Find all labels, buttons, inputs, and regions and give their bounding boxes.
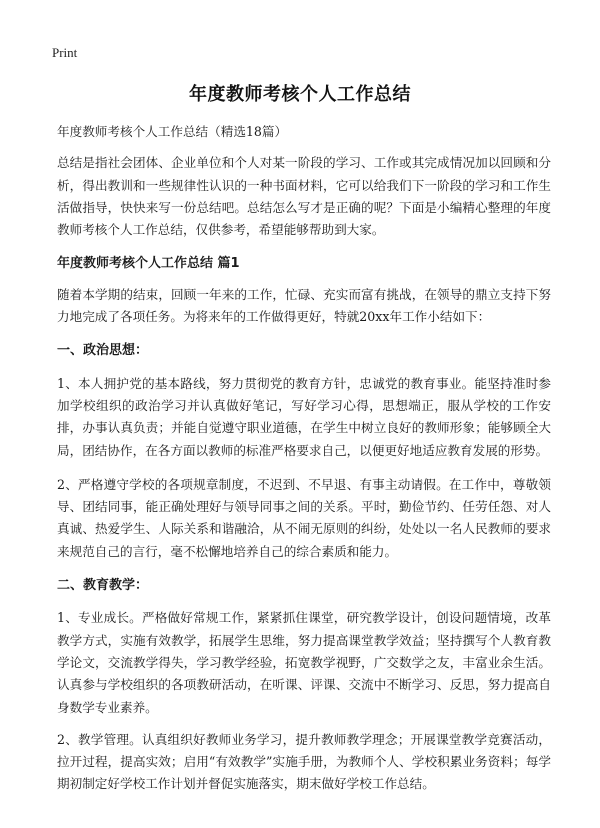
section-heading-teaching: 二、教育教学：: [57, 578, 149, 594]
intro-paragraph: 总结是指社会团体、企业单位和个人对某一阶段的学习、工作或其完成情况加以回顾和分析，得出教训和一些规律性认识的一种书面材料，它可以给我们下一阶段的学习和工作生活做指导，快快来写一份总结吧。总结怎么写才是正确的呢？下面是小编精心整理的年度教师考核个人工作总结，仅供参考，希望能够帮助到大家。: [57, 155, 551, 238]
document-body: [57, 121, 551, 806]
article-heading: 年度教师考核个人工作总结 篇1: [57, 256, 240, 272]
politics-paragraph-2: 2、严格遵守学校的各项规章制度，不迟到、不早退、有事主动请假。在工作中，尊敬领导、团结同事，能正确处理好与领导同事之间的关系。平时，勤俭节约、任劳任怨、对人真诚、热爱学生、人际关系和谐融洽，从不闹无原则的纠纷，处处以一名人民教师的要求来规范自己的言行，毫不松懈地培养自己的综合素质和能力。: [57, 476, 551, 559]
teaching-paragraph-1: 1、专业成长。严格做好常规工作，紧紧抓住课堂，研究教学设计，创设问题情境，改革教学方式，实施有效教学，拓展学生思维，努力提高课堂教学效益；坚持撰写个人教育教学论文，交流教学得失，学习教学经验，拓宽教学视野，广交数学之友，丰富业余生活。认真参与学校组织的各项教研活动，在听课、评课、交流中不断学习、反思，努力提高自身数学专业素养。: [57, 610, 551, 715]
article-intro-paragraph: 随着本学期的结束，回顾一年来的工作，忙碌、充实而富有挑战，在领导的鼎立支持下努力地完成了各项任务。为将来年的工作做得更好，特就20xx年工作小结如下：: [57, 286, 551, 325]
politics-paragraph-1: 1、本人拥护党的基本路线，努力贯彻党的教育方针，忠诚党的教育事业。能坚持准时参加学校组织的政治学习并认真做好笔记，写好学习心得，思想端正，服从学校的工作安排，办事认真负责；并能自觉遵守职业道德，在学生中树立良好的教师形象；能够顾全大局，团结协作，在各方面以教师的标准严格要求自己，以便更好地适应教育发展的形势。: [57, 375, 551, 458]
document-title: 年度教师考核个人工作总结: [189, 84, 411, 105]
section-heading-politics: 一、政治思想：: [57, 343, 149, 359]
teaching-paragraph-2: 2、教学管理。认真组织好教师业务学习，提升教师教学理念；开展课堂教学竞赛活动，拉开过程，提高实效；启用“有效教学”实施手册，为教师个人、学校积累业务资料；每学期初制定好学校工作计划并督促实施落实，期末做好学校工作总结。: [57, 731, 551, 792]
document-subtitle: 年度教师考核个人工作总结（精选18篇）: [57, 124, 288, 139]
print-link[interactable]: Print: [52, 45, 78, 60]
